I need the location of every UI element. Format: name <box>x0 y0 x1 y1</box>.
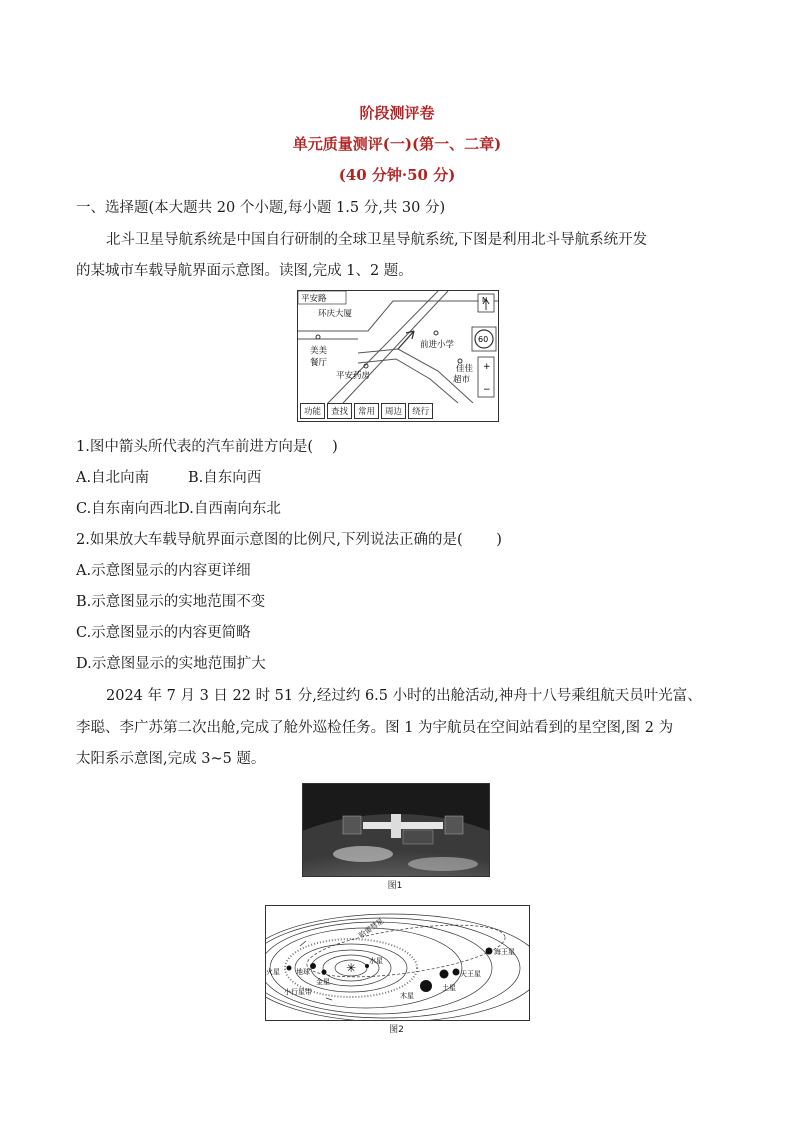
place-marker <box>458 359 462 363</box>
q1-stem: 1.图中箭头所代表的汽车前进方向是( ) <box>76 439 338 455</box>
car-arrow-icon <box>398 331 414 349</box>
page-title: 阶段测评卷 <box>359 104 435 122</box>
planet-uranus <box>453 969 460 976</box>
label-earth: 地球 <box>296 968 310 976</box>
planet-mars <box>287 966 292 971</box>
q2-stem: 2.如果放大车载导航界面示意图的比例尺,下列说法正确的是( ) <box>76 532 502 548</box>
cloud <box>408 857 478 871</box>
label-mars: 火星 <box>266 968 280 976</box>
space-station-photo <box>302 783 490 877</box>
figure-2-caption: 图2 <box>389 1025 404 1035</box>
place-meimei-2: 餐厅 <box>310 358 328 368</box>
road-edge <box>358 359 458 403</box>
planet-venus <box>322 970 327 975</box>
figure-1-caption: 图1 <box>387 881 403 891</box>
planet-jupiter <box>420 980 432 992</box>
label-saturn: 土星 <box>442 984 456 992</box>
label-asteroid-belt: 小行星带 <box>284 988 312 996</box>
station-module <box>363 822 443 829</box>
planet-saturn <box>440 970 449 979</box>
solar-system-drawing <box>266 906 529 1020</box>
nav-button-function[interactable]: 功能 <box>300 403 325 419</box>
nav-button-search[interactable]: 查找 <box>327 403 352 419</box>
label-jupiter: 木星 <box>400 992 414 1000</box>
place-marker <box>434 331 438 335</box>
nav-map-figure <box>297 290 499 422</box>
planet-neptune <box>486 948 493 955</box>
q2-option-c: C.示意图显示的内容更简略 <box>76 625 251 641</box>
passage-line-3: 太阳系示意图,完成 3~5 题。 <box>76 751 266 767</box>
nav-button-detour[interactable]: 绕行 <box>408 403 433 419</box>
label-uranus: 天王星 <box>460 970 481 978</box>
section-heading: 一、选择题(本大题共 20 个小题,每小题 1.5 分,共 30 分) <box>76 200 446 216</box>
label-mercury: 水星 <box>369 957 383 965</box>
q2-option-d: D.示意图显示的实地范围扩大 <box>76 656 266 672</box>
place-jiajia-1: 佳佳 <box>456 364 474 374</box>
place-marker <box>316 335 320 339</box>
nav-button-nearby[interactable]: 周边 <box>381 403 406 419</box>
cloud <box>333 846 393 862</box>
q1-option-a: A.自北向南 <box>76 470 150 486</box>
passage-line-2: 李聪、李广苏第二次出舱,完成了舱外巡检任务。图 1 为宇航员在空间站看到的星空图,图 2 为 <box>76 720 674 736</box>
north-label: N <box>482 296 488 304</box>
solar-system-figure <box>265 905 530 1021</box>
passage-line-1: 2024 年 7 月 3 日 22 时 51 分,经过约 6.5 小时的出舱活动,神舟十八号乘组航天员叶光富、 <box>106 688 702 704</box>
q1-option-b: B.自东向西 <box>188 470 262 486</box>
zoom-out-icon[interactable]: − <box>483 385 491 395</box>
intro-line-1: 北斗卫星导航系统是中国自行研制的全球卫星导航系统,下图是利用北斗导航系统开发 <box>106 232 648 248</box>
zoom-in-icon[interactable]: + <box>483 362 491 372</box>
sun-icon: ✳ <box>346 961 357 975</box>
solar-panel <box>403 830 433 844</box>
place-jiajia-2: 超市 <box>453 375 471 385</box>
q1-option-cd: C.自东南向西北D.自西南向东北 <box>76 501 281 517</box>
space-station-drawing <box>303 784 489 876</box>
intro-line-2: 的某城市车载导航界面示意图。读图,完成 1、2 题。 <box>76 263 413 279</box>
place-qianjin: 前进小学 <box>420 340 455 350</box>
planet-earth <box>310 963 316 969</box>
station-module <box>391 814 401 838</box>
place-pharmacy: 平安药房 <box>336 371 371 381</box>
q2-option-a: A.示意图显示的内容更详细 <box>76 563 251 579</box>
nav-button-bar <box>298 403 499 421</box>
nav-button-frequent[interactable]: 常用 <box>354 403 379 419</box>
solar-panel <box>445 816 463 834</box>
solar-panel <box>343 816 361 834</box>
place-meimei-1: 美美 <box>310 346 328 356</box>
q2-option-b: B.示意图显示的实地范围不变 <box>76 594 266 610</box>
page-subtitle: 单元质量测评(一)(第一、二章) <box>292 135 502 153</box>
label-neptune: 海王星 <box>494 948 515 956</box>
label-comet: 哈雷彗星 <box>357 917 386 940</box>
place-huanqing: 环庆大厦 <box>318 309 353 319</box>
speed-label: 60 <box>478 335 489 344</box>
label-venus: 金星 <box>316 978 330 986</box>
road-label: 平安路 <box>301 294 327 304</box>
nav-map-drawing <box>298 291 498 421</box>
time-score: (40 分钟·50 分) <box>338 166 456 184</box>
